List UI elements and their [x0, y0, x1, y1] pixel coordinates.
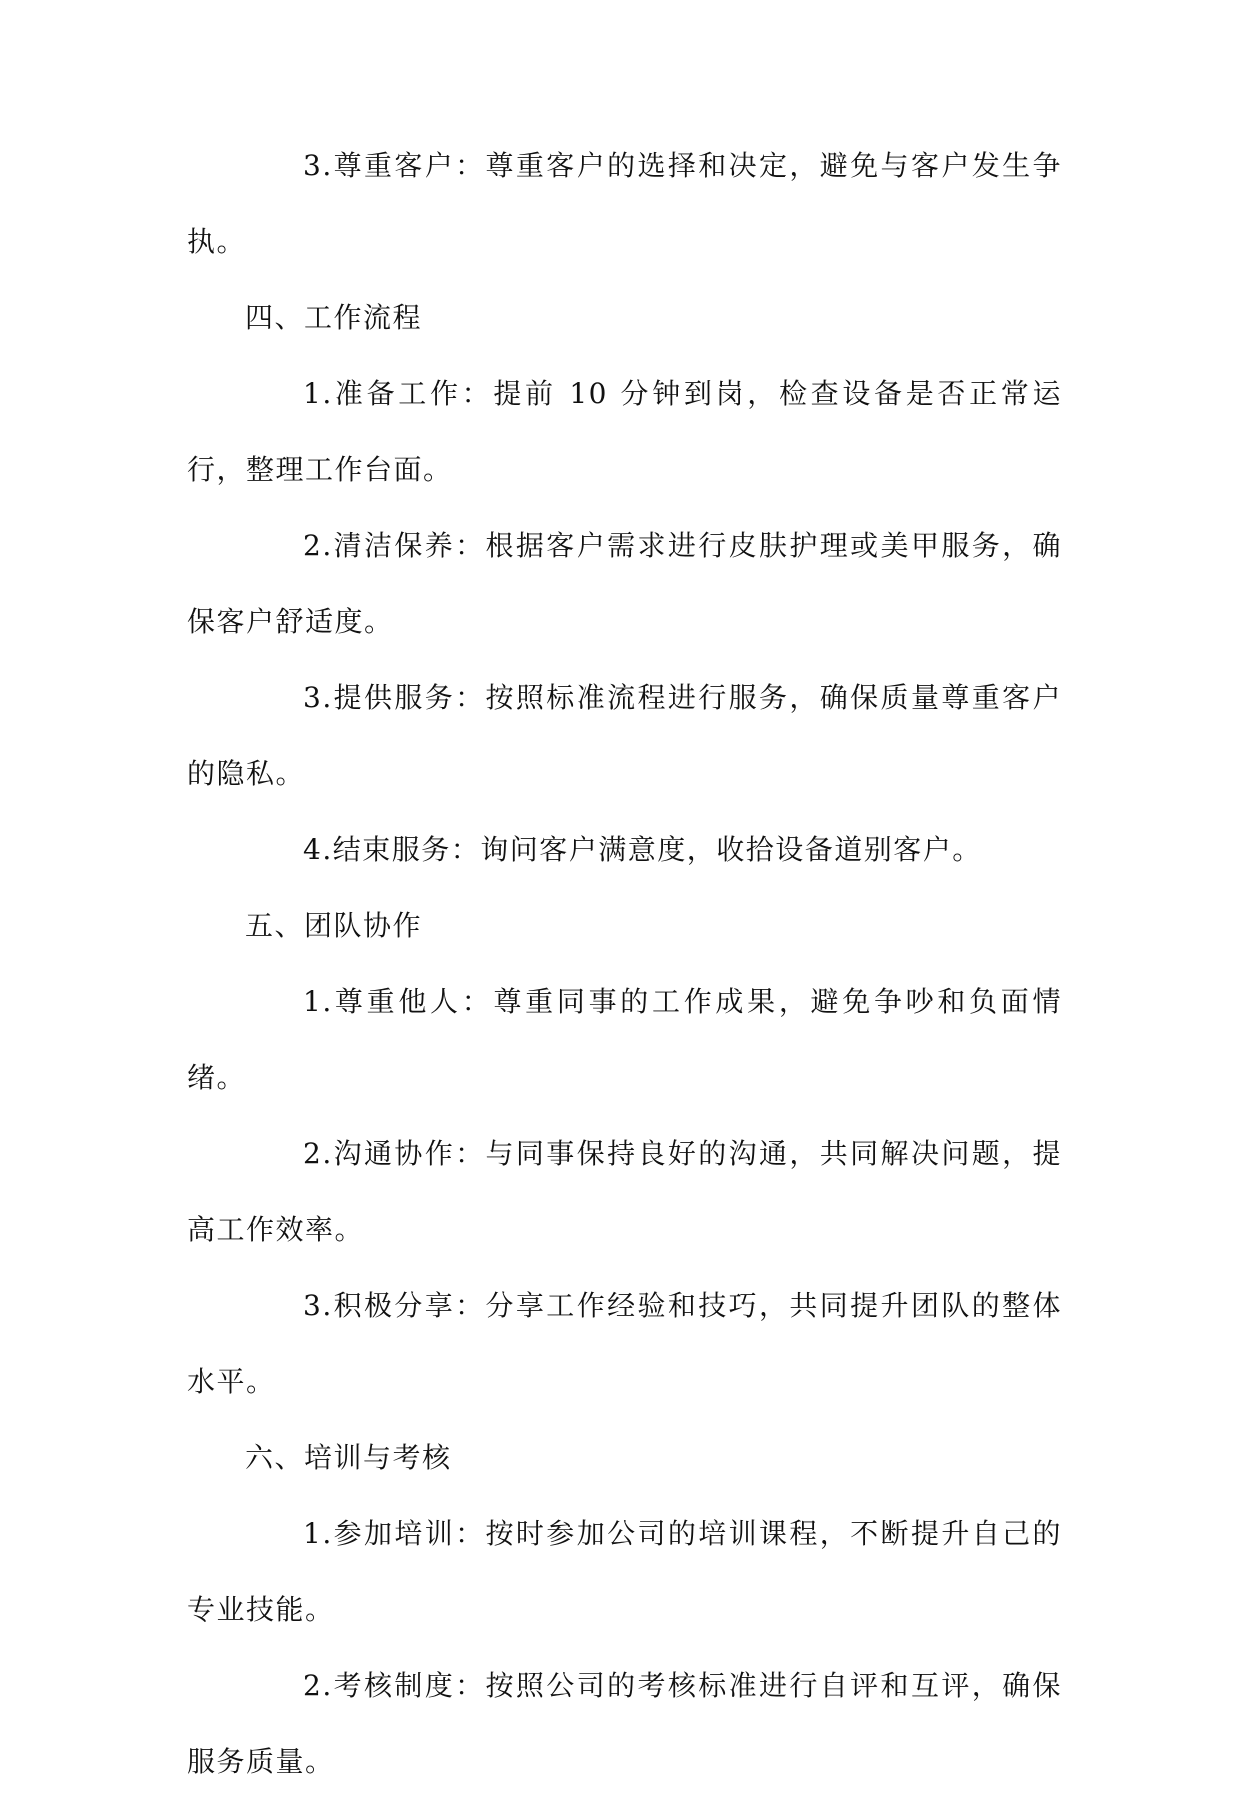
paragraph-text: 积极分享：分享工作经验和技巧，共同提升团队的整体水平。 [187, 1289, 1062, 1398]
paragraph-text: 参加培训：按时参加公司的培训课程，不断提升自己的专业技能。 [187, 1517, 1062, 1626]
heading-text: 五、团队协作 [245, 909, 423, 942]
paragraph-text: 考核制度：按照公司的考核标准进行自评和互评，确保服务质量。 [187, 1669, 1062, 1778]
paragraph-text: 尊重客户：尊重客户的选择和决定，避免与客户发生争执。 [187, 149, 1062, 258]
section-heading-workflow [187, 280, 1062, 356]
item-number: 1. [303, 1517, 333, 1550]
item-number: 3. [303, 681, 333, 714]
item-number: 4. [303, 833, 333, 866]
paragraph-12 [187, 1496, 1062, 1648]
item-number: 2. [303, 1137, 333, 1170]
paragraph-5 [187, 660, 1062, 812]
section-heading-training [187, 1420, 1062, 1496]
paragraph-13 [187, 1648, 1062, 1800]
paragraph-1 [187, 128, 1062, 280]
item-number: 1. [303, 377, 333, 410]
paragraph-9 [187, 1116, 1062, 1268]
item-number: 1. [303, 985, 333, 1018]
item-number: 2. [303, 1669, 333, 1702]
paragraph-text: 沟通协作：与同事保持良好的沟通，共同解决问题，提高工作效率。 [187, 1137, 1062, 1246]
paragraph-6 [187, 812, 1062, 888]
paragraph-text: 准备工作：提前 10 分钟到岗，检查设备是否正常运行，整理工作台面。 [187, 377, 1062, 486]
item-number: 3. [303, 149, 333, 182]
paragraph-text: 尊重他人：尊重同事的工作成果，避免争吵和负面情绪。 [187, 985, 1062, 1094]
paragraph-10 [187, 1268, 1062, 1420]
paragraph-8 [187, 964, 1062, 1116]
item-number: 3. [303, 1289, 333, 1322]
heading-text: 四、工作流程 [245, 301, 423, 334]
paragraph-3 [187, 356, 1062, 508]
paragraph-text: 结束服务：询问客户满意度，收拾设备道别客户。 [332, 833, 982, 866]
paragraph-text: 清洁保养：根据客户需求进行皮肤护理或美甲服务，确保客户舒适度。 [187, 529, 1062, 638]
document-body [187, 128, 1062, 1800]
item-number: 2. [303, 529, 333, 562]
heading-text: 六、培训与考核 [245, 1441, 452, 1474]
section-heading-teamwork [187, 888, 1062, 964]
paragraph-text: 提供服务：按照标准流程进行服务，确保质量尊重客户的隐私。 [187, 681, 1062, 790]
paragraph-4 [187, 508, 1062, 660]
